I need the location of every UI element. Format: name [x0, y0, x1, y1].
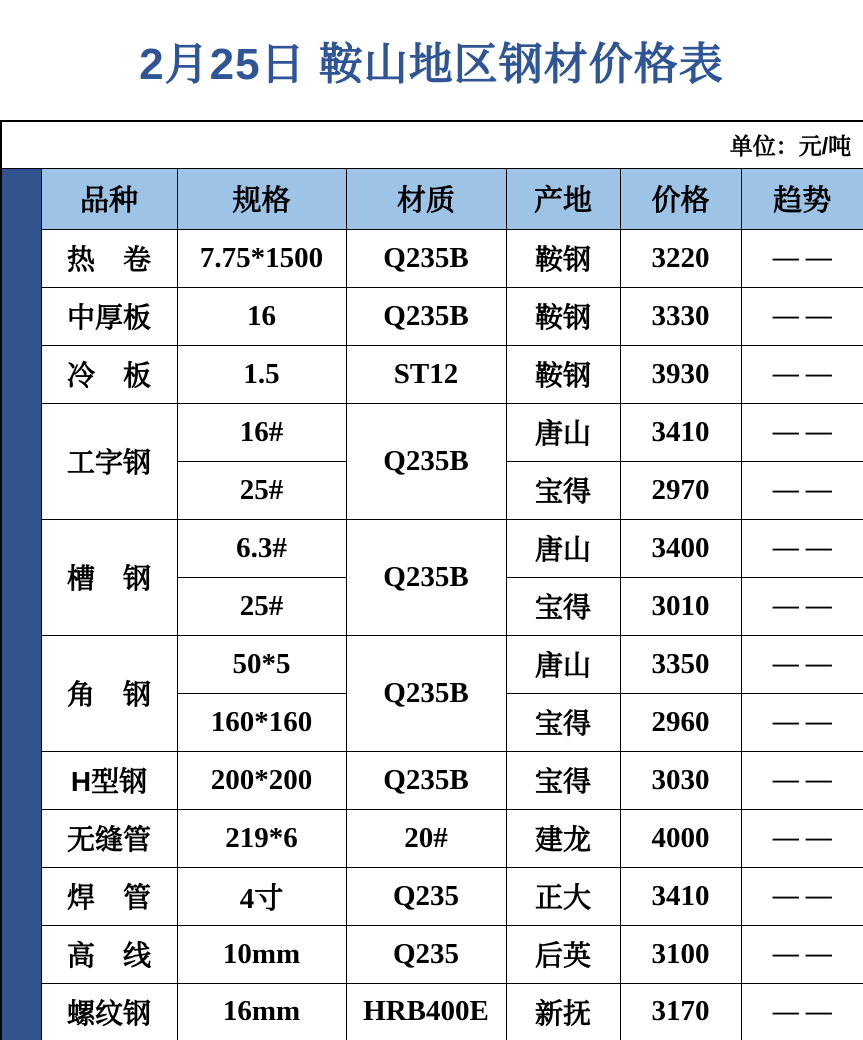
price-cell: 3100: [620, 925, 741, 983]
variety-cell: 热 卷: [41, 229, 177, 287]
price-cell: 4000: [620, 809, 741, 867]
material-cell: Q235B: [346, 751, 506, 809]
trend-cell: ——: [741, 577, 863, 635]
spec-cell: 25#: [177, 461, 346, 519]
table-row: [1, 867, 863, 925]
unit-row: [1, 121, 863, 168]
price-cell: 2960: [620, 693, 741, 751]
price-cell: 3400: [620, 519, 741, 577]
material-cell: ST12: [346, 345, 506, 403]
material-cell: Q235B: [346, 229, 506, 287]
origin-cell: 唐山: [506, 519, 620, 577]
trend-cell: ——: [741, 925, 863, 983]
table-row: [1, 287, 863, 345]
table-row: [1, 983, 863, 1040]
material-cell: Q235B: [346, 635, 506, 751]
spec-cell: 50*5: [177, 635, 346, 693]
table-row: [1, 925, 863, 983]
spec-cell: 219*6: [177, 809, 346, 867]
origin-cell: 宝得: [506, 577, 620, 635]
variety-cell: 高 线: [41, 925, 177, 983]
origin-cell: 宝得: [506, 693, 620, 751]
table-row: [1, 751, 863, 809]
spec-cell: 4寸: [177, 867, 346, 925]
price-cell: 3030: [620, 751, 741, 809]
spec-cell: 1.5: [177, 345, 346, 403]
trend-cell: ——: [741, 751, 863, 809]
origin-cell: 鞍钢: [506, 229, 620, 287]
trend-cell: ——: [741, 867, 863, 925]
trend-cell: ——: [741, 693, 863, 751]
trend-cell: ——: [741, 345, 863, 403]
material-cell: Q235: [346, 925, 506, 983]
spec-cell: 6.3#: [177, 519, 346, 577]
trend-cell: ——: [741, 403, 863, 461]
origin-cell: 唐山: [506, 635, 620, 693]
table-row: [1, 345, 863, 403]
trend-cell: ——: [741, 809, 863, 867]
unit-label: 单位：元/吨: [1, 121, 863, 168]
price-cell: 3410: [620, 867, 741, 925]
steel-price-table: [0, 120, 863, 1040]
variety-cell: H型钢: [41, 751, 177, 809]
origin-cell: 宝得: [506, 751, 620, 809]
table-row: [1, 403, 863, 461]
col-header-material: 材质: [346, 168, 506, 229]
page-title: 2月25日 鞍山地区钢材价格表: [139, 40, 724, 89]
spec-cell: 10mm: [177, 925, 346, 983]
variety-cell: 焊 管: [41, 867, 177, 925]
price-cell: 3330: [620, 287, 741, 345]
variety-cell: 螺纹钢: [41, 983, 177, 1040]
spec-cell: 160*160: [177, 693, 346, 751]
variety-cell: 槽 钢: [41, 519, 177, 635]
variety-cell: 冷 板: [41, 345, 177, 403]
table-row: [1, 229, 863, 287]
col-header-price: 价格: [620, 168, 741, 229]
trend-cell: ——: [741, 519, 863, 577]
spec-cell: 7.75*1500: [177, 229, 346, 287]
price-cell: 3350: [620, 635, 741, 693]
variety-cell: 无缝管: [41, 809, 177, 867]
origin-cell: 鞍钢: [506, 345, 620, 403]
origin-cell: 新抚: [506, 983, 620, 1040]
material-cell: HRB400E: [346, 983, 506, 1040]
trend-cell: ——: [741, 229, 863, 287]
spec-cell: 16mm: [177, 983, 346, 1040]
trend-cell: ——: [741, 461, 863, 519]
col-header-spec: 规格: [177, 168, 346, 229]
material-cell: Q235B: [346, 403, 506, 519]
origin-cell: 唐山: [506, 403, 620, 461]
price-cell: 3170: [620, 983, 741, 1040]
left-accent-stripe: [1, 168, 41, 1040]
material-cell: Q235B: [346, 287, 506, 345]
material-cell: Q235: [346, 867, 506, 925]
variety-cell: 中厚板: [41, 287, 177, 345]
origin-cell: 正大: [506, 867, 620, 925]
price-cell: 2970: [620, 461, 741, 519]
spec-cell: 200*200: [177, 751, 346, 809]
trend-cell: ——: [741, 287, 863, 345]
table-row: [1, 635, 863, 693]
material-cell: 20#: [346, 809, 506, 867]
spec-cell: 16: [177, 287, 346, 345]
trend-cell: ——: [741, 983, 863, 1040]
material-cell: Q235B: [346, 519, 506, 635]
origin-cell: 鞍钢: [506, 287, 620, 345]
price-cell: 3930: [620, 345, 741, 403]
trend-cell: ——: [741, 635, 863, 693]
price-cell: 3220: [620, 229, 741, 287]
table-row: [1, 519, 863, 577]
col-header-trend: 趋势: [741, 168, 863, 229]
origin-cell: 建龙: [506, 809, 620, 867]
variety-cell: 工字钢: [41, 403, 177, 519]
origin-cell: 后英: [506, 925, 620, 983]
spec-cell: 25#: [177, 577, 346, 635]
col-header-origin: 产地: [506, 168, 620, 229]
table-row: [1, 809, 863, 867]
origin-cell: 宝得: [506, 461, 620, 519]
header-row: [1, 168, 863, 229]
variety-cell: 角 钢: [41, 635, 177, 751]
price-cell: 3410: [620, 403, 741, 461]
price-cell: 3010: [620, 577, 741, 635]
col-header-variety: 品种: [41, 168, 177, 229]
spec-cell: 16#: [177, 403, 346, 461]
